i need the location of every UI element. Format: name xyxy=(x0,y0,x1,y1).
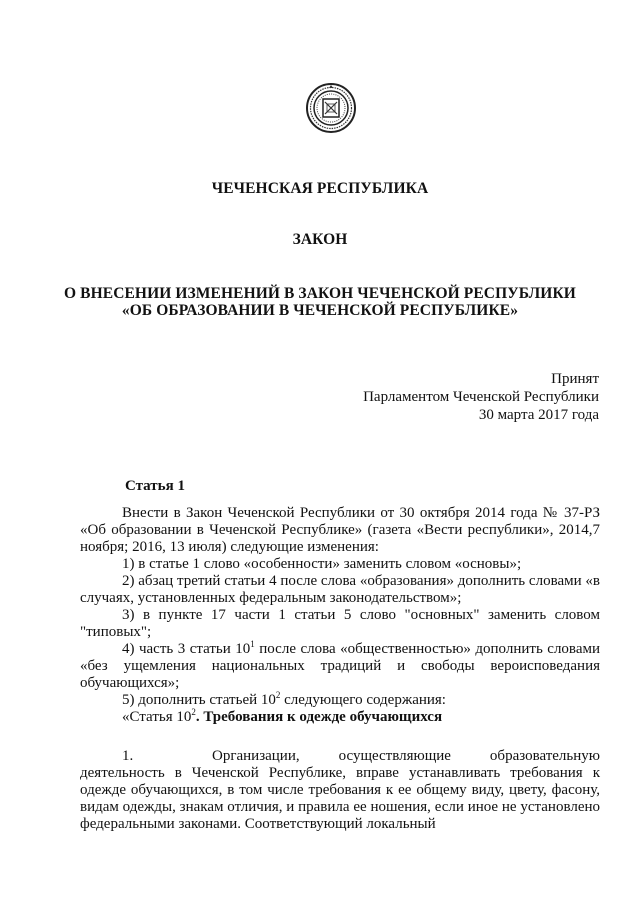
item4-superscript: 1 xyxy=(250,639,255,649)
article-body xyxy=(80,505,600,833)
new-article-heading xyxy=(80,709,600,726)
law-title-line1: О ВНЕСЕНИИ ИЗМЕНЕНИЙ В ЗАКОН ЧЕЧЕНСКОЙ РЕСПУБЛИКИ xyxy=(64,285,576,302)
amendment-item-1: 1) в статье 1 слово «особенности» заменить словом «основы»; xyxy=(122,556,522,572)
item5-suffix: следующего содержания: xyxy=(280,692,446,708)
new-article-prefix: «Статья 10 xyxy=(122,709,192,725)
clause-1 xyxy=(80,748,600,833)
new-article-superscript: 2 xyxy=(191,707,196,717)
item5-superscript: 2 xyxy=(275,690,281,700)
new-article-title: . Требования к одежде обучающихся xyxy=(195,709,443,725)
amendment-item-3: 3) в пункте 17 части 1 статьи 5 слово "основных" заменить словом "типовых"; xyxy=(80,607,600,640)
spacer xyxy=(80,726,600,748)
item4-prefix: 4) часть 3 статьи 10 xyxy=(122,641,251,657)
amendment-item-5 xyxy=(80,692,600,709)
clause-text: Организации, осуществляющие образовательную деятельность в Чеченской Республике, вправе устанавливать требования к одежде обучающихся, в том числе требования к ее общему виду, цвету, фасону, видам одежды, знакам отличия, и правила ее ношения, если иное не установлено федеральными законами. Соответствующий локальный xyxy=(80,748,600,832)
adoption-block xyxy=(363,370,599,424)
article-intro: Внести в Закон Чеченской Республики от 30 октября 2014 года № 37-РЗ «Об образовании в Чеченской Республике» (газета «Вести республики», 2014,7 ноября; 2016, 13 июля) следующие изменения: xyxy=(80,505,600,555)
amendment-item-4 xyxy=(80,641,600,692)
clause-number: 1. xyxy=(122,748,134,764)
article-heading: Статья 1 xyxy=(125,478,185,494)
document-type-heading: ЗАКОН xyxy=(292,231,348,248)
amendment-item-2: 2) абзац третий статьи 4 после слова «образования» дополнить словами «в случаях, установленных федеральным законодательством»; xyxy=(80,573,600,606)
item5-prefix: 5) дополнить статьей 10 xyxy=(122,692,276,708)
adoption-body: Парламентом Чеченской Республики xyxy=(363,389,599,405)
coat-of-arms-emblem-icon xyxy=(305,80,357,136)
region-heading: ЧЕЧЕНСКАЯ РЕСПУБЛИКА xyxy=(211,180,429,197)
law-title-line2: «ОБ ОБРАЗОВАНИИ В ЧЕЧЕНСКОЙ РЕСПУБЛИКЕ» xyxy=(121,302,519,319)
item4-suffix: после слова «общественностью» дополнить словами «без ущемления национальных традиций и свободы вероисповедания обучающихся»; xyxy=(80,641,600,691)
adoption-label: Принят xyxy=(551,371,599,387)
adoption-date: 30 марта 2017 года xyxy=(478,407,599,423)
law-title xyxy=(0,285,640,319)
